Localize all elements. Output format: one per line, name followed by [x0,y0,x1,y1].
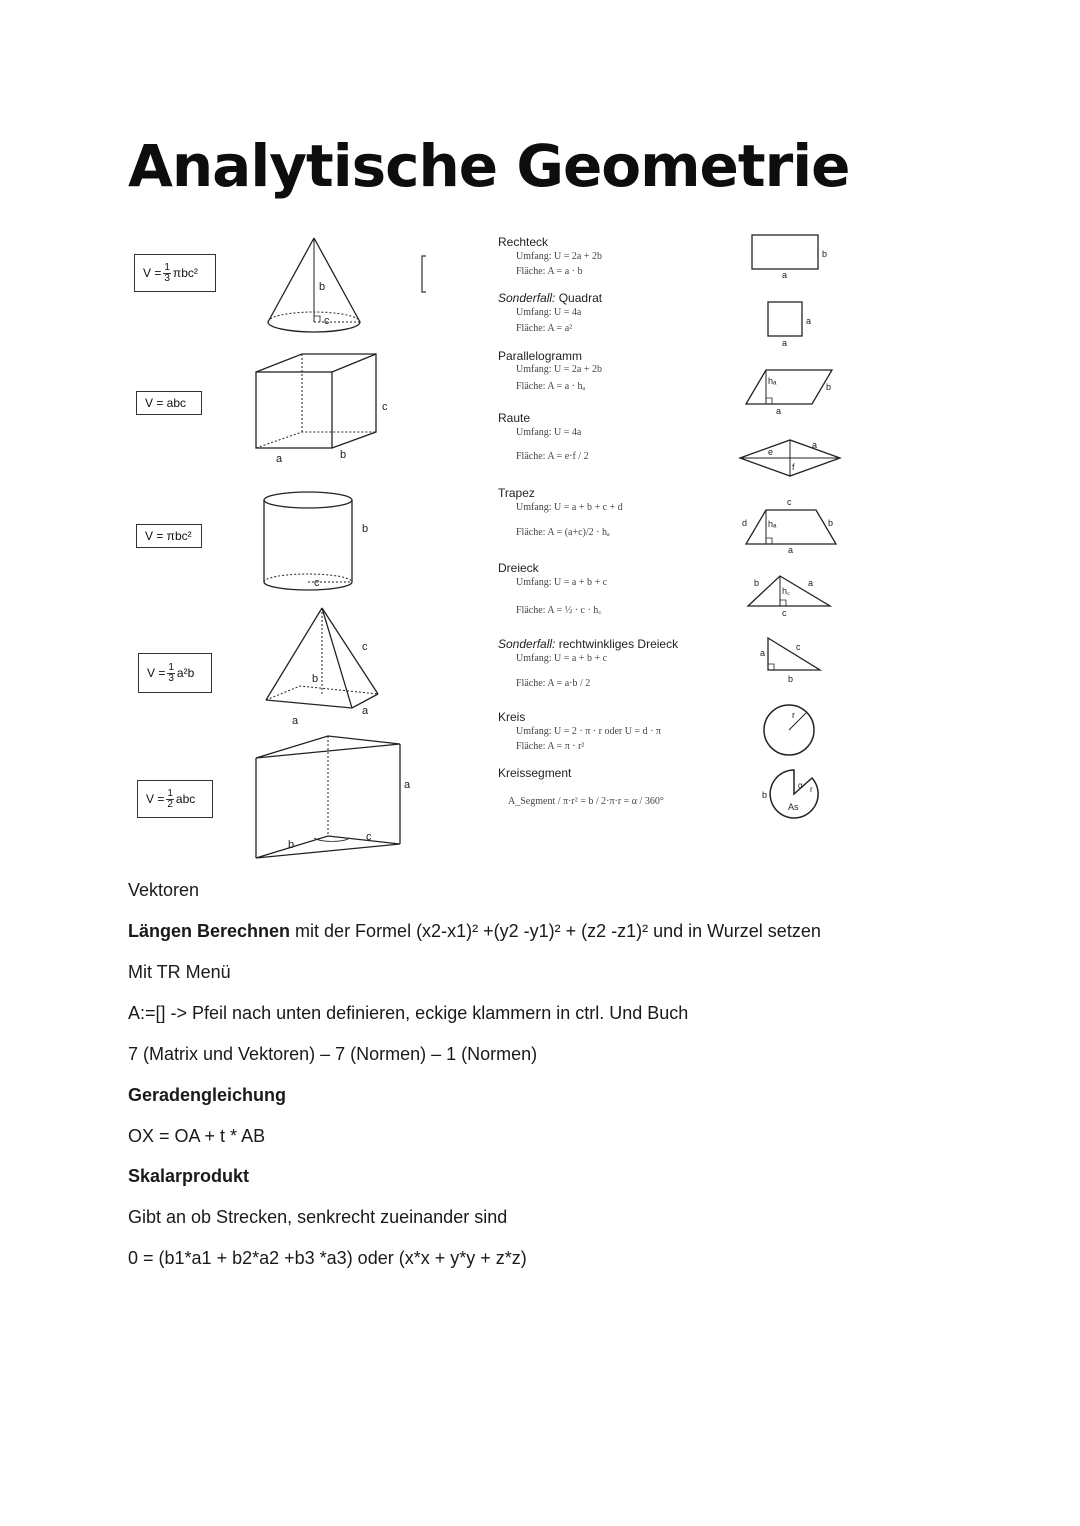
bracket-mark [420,254,430,294]
quadrat-a-bottom: a [782,338,788,348]
dreieck-b: b [754,578,760,588]
rechtwinklig-umfang: Umfang: U = a + b + c [516,653,608,664]
frac-den: 2 [167,798,173,810]
cylinder-volume-box [136,524,202,548]
kreissegment-figure [760,766,830,826]
sonderfall-label: Sonderfall: [498,637,556,651]
frac-num: 1 [167,787,173,799]
prism-label-a: a [404,779,411,791]
quadrat-a-side: a [806,316,812,326]
skalar-heading [128,1166,249,1187]
kreissegment-alpha: α [798,781,803,790]
quadrat-figure [764,298,824,346]
pyramid-label-b: b [312,673,319,685]
kreis-umfang: Umfang: U = 2 · π · r oder U = d · π [516,726,661,737]
dreieck-title: Dreieck [498,561,539,575]
sonderfall-label: Sonderfall: [498,291,556,305]
raute-title: Raute [498,411,531,425]
trapez-b: b [828,518,834,528]
raute-figure [736,436,846,486]
geraden-heading [128,1085,286,1106]
prism-figure [252,730,422,860]
trapez-ha: hₐ [768,519,777,529]
tr-menu-line: Mit TR Menü [128,962,231,982]
cuboid-label-c: c [382,401,388,413]
dreieck-hc: h꜀ [782,586,791,596]
quadrat-umfang: Umfang: U = 4a [516,307,582,318]
skalar-title: Skalarprodukt [128,1166,250,1186]
laengen-bold: Längen Berechnen [128,921,291,941]
kreissegment-formel: A_Segment / π·r² = b / 2·π·r = α / 360° [508,796,664,807]
rechtwinklig-title [498,637,678,651]
kreissegment-title: Kreissegment [498,766,572,780]
kreis-r: r [792,710,795,720]
quadrat-flaeche: Fläche: A = a² [516,323,573,334]
geraden-title: Geradengleichung [128,1085,287,1105]
pyramid-volume-box [138,653,212,693]
pyramid-volume-suffix: a²b [176,666,195,680]
parallelogramm-ha: hₐ [768,376,777,386]
trapez-flaeche: Fläche: A = (a+c)/2 · hₐ [516,527,610,538]
rechteck-title: Rechteck [498,235,549,249]
raute-e: e [768,447,774,457]
rechtwinklig-figure [756,634,836,684]
trapez-a: a [788,545,794,555]
parallelogramm-a: a [776,406,782,416]
cone-volume-box [134,254,216,292]
skalar-desc: Gibt an ob Strecken, senkrecht zueinander sind [128,1207,508,1227]
rechteck-figure [748,233,838,278]
definieren-line: A:=[] -> Pfeil nach unten definieren, eckige klammern in ctrl. Und Buch [128,1003,689,1023]
cuboid-label-b: b [340,449,347,461]
fraction-half [166,789,174,810]
cuboid-volume-box [136,391,202,415]
trapez-c: c [787,497,792,507]
cone-figure [262,236,372,336]
cone-label-c: c [324,315,330,327]
geraden-formula: OX = OA + t * AB [128,1126,266,1146]
frac-num: 1 [164,261,170,273]
prism-volume-box [137,780,213,818]
prism-volume-prefix: V = [146,792,165,806]
parallelogramm-title: Parallelogramm [498,349,583,363]
parallelogramm-b: b [826,382,832,392]
rechtwinklig-a: a [760,648,766,658]
cuboid-figure [252,352,402,465]
pyramid-volume-prefix: V = [147,666,166,680]
dreieck-a: a [808,578,814,588]
dreieck-flaeche: Fläche: A = ½ · c · h꜀ [516,605,602,616]
trapez-title: Trapez [498,486,535,500]
skalar-formula: 0 = (b1*a1 + b2*a2 +b3 *a3) oder (x*x + y*y + z*z) [128,1248,527,1268]
prism-label-c: c [366,831,372,843]
fraction-third [167,663,175,684]
trapez-figure [740,496,840,556]
cylinder-volume: V = πbc² [145,529,192,543]
laengen-line [128,921,821,942]
kreissegment-b: b [762,790,768,800]
frac-num: 1 [168,661,174,673]
cylinder-label-b: b [362,523,369,535]
prism-label-b: b [288,839,295,851]
vektoren-heading: Vektoren [128,880,200,900]
kreis-figure [760,700,820,760]
quadrat-name: Quadrat [558,291,603,305]
prism-volume-suffix: abc [175,792,196,806]
rechteck-umfang: Umfang: U = 2a + 2b [516,251,602,262]
quadrat-title [498,291,602,305]
parallelogramm-flaeche: Fläche: A = a · hₐ [516,381,586,392]
cone-volume-suffix: πbc² [172,266,198,280]
dreieck-umfang: Umfang: U = a + b + c [516,577,608,588]
kreissegment-as: As [788,802,799,812]
raute-a: a [812,440,818,450]
pyramid-label-c: c [362,641,368,653]
frac-den: 3 [168,672,174,684]
cylinder-figure [262,490,382,594]
cuboid-volume: V = abc [145,396,187,410]
raute-flaeche: Fläche: A = e·f / 2 [516,451,589,462]
rechteck-a: a [782,270,788,280]
kreis-flaeche: Fläche: A = π · r² [516,741,585,752]
rechteck-b: b [822,249,828,259]
rechteck-flaeche: Fläche: A = a · b [516,266,583,277]
raute-umfang: Umfang: U = 4a [516,427,582,438]
cone-label-b: b [319,281,326,293]
pyramid-label-a2: a [362,705,369,717]
pyramid-label-a: a [292,715,299,727]
matrix-line: 7 (Matrix und Vektoren) – 7 (Normen) – 1 (Normen) [128,1044,538,1064]
trapez-umfang: Umfang: U = a + b + c + d [516,502,623,513]
rechtwinklig-name: rechtwinkliges Dreieck [558,637,679,651]
raute-f: f [792,462,795,472]
rechtwinklig-b: b [788,674,794,684]
page-title: Analytische Geometrie [128,132,850,200]
cuboid-label-a: a [276,453,283,465]
laengen-rest: mit der Formel (x2-x1)² +(y2 -y1)² + (z2 -z1)² und in Wurzel setzen [290,921,821,941]
kreissegment-r: r [810,785,813,794]
frac-den: 3 [164,272,170,284]
fraction-third [163,263,171,284]
cylinder-label-c: c [314,577,320,589]
parallelogramm-umfang: Umfang: U = 2a + 2b [516,364,602,375]
kreis-title: Kreis [498,710,526,724]
cone-volume-prefix: V = [143,266,162,280]
dreieck-c: c [782,608,787,618]
pyramid-figure [262,606,392,727]
dreieck-figure [744,572,844,622]
rechtwinklig-c: c [796,642,801,652]
parallelogramm-figure [742,366,842,416]
trapez-d: d [742,518,748,528]
rechtwinklig-flaeche: Fläche: A = a·b / 2 [516,678,591,689]
